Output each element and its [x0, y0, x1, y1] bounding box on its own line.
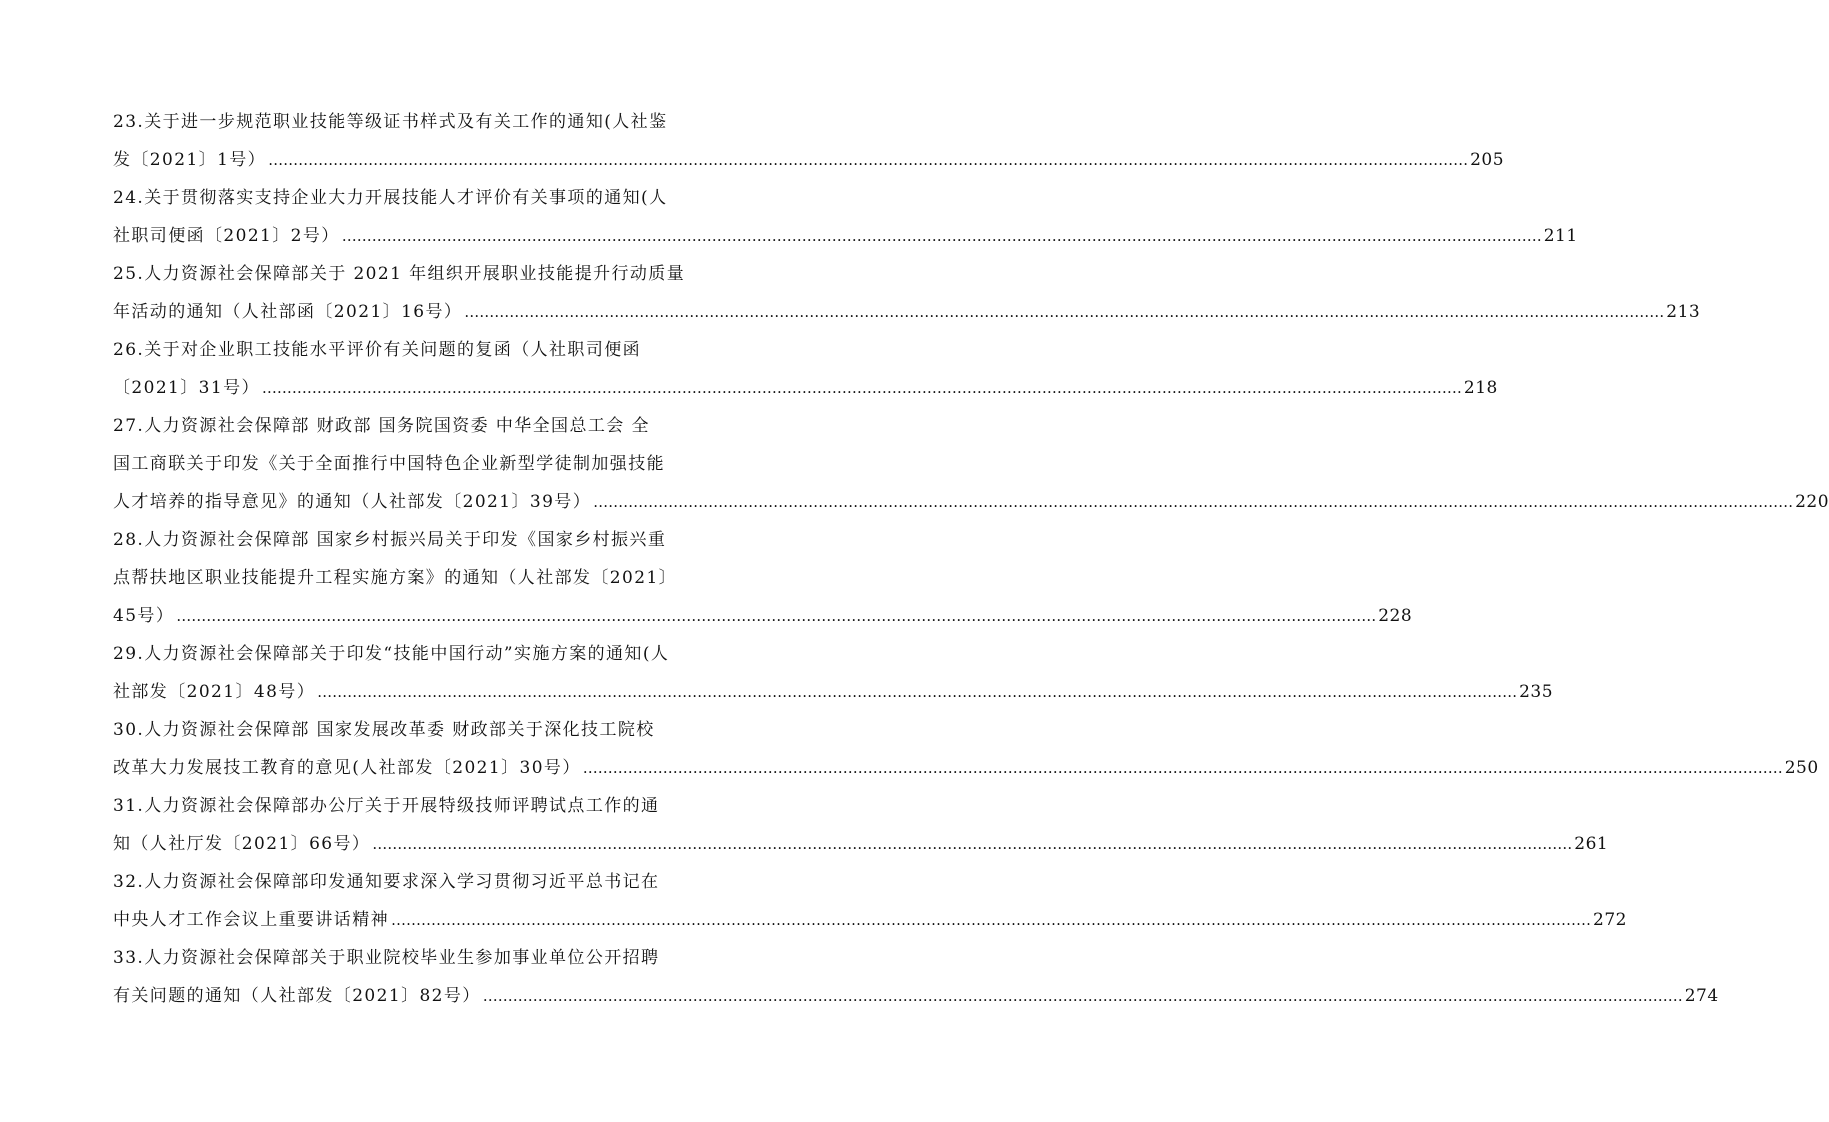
- toc-entry-title-cont: 人才培养的指导意见》的通知（人社部发〔2021〕39号）: [113, 492, 592, 512]
- toc-entry-title: 27.人力资源社会保障部 财政部 国务院国资委 中华全国总工会 全: [113, 416, 650, 436]
- toc-entry-26[interactable]: [113, 331, 1498, 407]
- toc-entry-title-cont: 〔2021〕31号）: [113, 378, 260, 398]
- toc-entry-28[interactable]: [113, 521, 1413, 635]
- leader-dots: ……………………………………………………………………………………………………………………………………………………………………………………………………………………: [391, 911, 1591, 929]
- toc-entry-23[interactable]: [113, 103, 1505, 179]
- toc-page-number: 205: [1470, 150, 1505, 170]
- toc-page-number: 228: [1378, 606, 1413, 626]
- leader-dots: ……………………………………………………………………………………………………………………………………………………………………………………………………………………: [341, 227, 1542, 245]
- toc-entry-33[interactable]: [113, 939, 1719, 1015]
- toc-entry-title: 29.人力资源社会保障部关于印发“技能中国行动”实施方案的通知(人: [113, 644, 670, 664]
- toc-page-number: 211: [1543, 226, 1578, 246]
- leader-dots: ……………………………………………………………………………………………………………………………………………………………………………………………………………………: [176, 607, 1377, 625]
- toc-entry-title: 28.人力资源社会保障部 国家乡村振兴局关于印发《国家乡村振兴重: [113, 530, 667, 550]
- toc-page-number: 218: [1463, 378, 1498, 398]
- toc-entry-title: 32.人力资源社会保障部印发通知要求深入学习贯彻习近平总书记在: [113, 872, 660, 892]
- toc-entry-title-cont: 社部发〔2021〕48号）: [113, 682, 316, 702]
- toc-entry-25[interactable]: [113, 255, 1701, 331]
- toc-entry-title: 33.人力资源社会保障部关于职业院校毕业生参加事业单位公开招聘: [113, 948, 660, 968]
- toc-page-number: 213: [1666, 302, 1701, 322]
- leader-dots: ……………………………………………………………………………………………………………………………………………………………………………………………………………………: [482, 987, 1683, 1005]
- toc-page-number: 274: [1684, 986, 1719, 1006]
- toc-entry-24[interactable]: [113, 179, 1578, 255]
- toc-entry-title: 31.人力资源社会保障部办公厅关于开展特级技师评聘试点工作的通: [113, 796, 660, 816]
- toc-entry-29[interactable]: [113, 635, 1554, 711]
- toc-page-number: 220: [1795, 492, 1829, 512]
- toc-entry-30[interactable]: [113, 711, 1819, 787]
- toc-entry-title: 23.关于进一步规范职业技能等级证书样式及有关工作的通知(人社鉴: [113, 112, 668, 132]
- leader-dots: ……………………………………………………………………………………………………………………………………………………………………………………………………………………: [372, 835, 1573, 853]
- toc-entry-title: 25.人力资源社会保障部关于 2021 年组织开展职业技能提升行动质量: [113, 264, 686, 284]
- toc-page-number: 261: [1574, 834, 1609, 854]
- leader-dots: ……………………………………………………………………………………………………………………………………………………………………………………………………………………: [593, 493, 1794, 511]
- leader-dots: ……………………………………………………………………………………………………………………………………………………………………………………………………………………: [317, 683, 1518, 701]
- toc-entry-title-cont: 社职司便函〔2021〕2号）: [113, 226, 340, 246]
- toc-entry-27[interactable]: [113, 407, 1829, 521]
- leader-dots: ……………………………………………………………………………………………………………………………………………………………………………………………………………………: [261, 379, 1462, 397]
- toc-page-number: 250: [1784, 758, 1819, 778]
- toc-entry-title-cont: 国工商联关于印发《关于全面推行中国特色企业新型学徒制加强技能: [113, 454, 665, 474]
- toc-entry-title-cont: 45号）: [113, 606, 175, 626]
- toc-entry-title-cont: 年活动的通知（人社部函〔2021〕16号）: [113, 302, 463, 322]
- toc-entry-title: 24.关于贯彻落实支持企业大力开展技能人才评价有关事项的通知(人: [113, 188, 668, 208]
- toc-entry-title-cont: 知（人社厅发〔2021〕66号）: [113, 834, 371, 854]
- toc-entry-31[interactable]: [113, 787, 1609, 863]
- toc-entry-title-cont: 发〔2021〕1号）: [113, 150, 267, 170]
- table-of-contents: [113, 103, 1829, 1015]
- toc-entry-title-cont: 有关问题的通知（人社部发〔2021〕82号）: [113, 986, 481, 1006]
- toc-entry-title: 30.人力资源社会保障部 国家发展改革委 财政部关于深化技工院校: [113, 720, 655, 740]
- toc-entry-title-cont: 中央人才工作会议上重要讲话精神: [113, 910, 389, 930]
- toc-entry-title-cont: 改革大力发展技工教育的意见(人社部发〔2021〕30号）: [113, 758, 581, 778]
- toc-entry-title-cont: 点帮扶地区职业技能提升工程实施方案》的通知（人社部发〔2021〕: [113, 568, 678, 588]
- toc-page-number: 272: [1593, 910, 1627, 930]
- toc-entry-32[interactable]: [113, 863, 1627, 939]
- leader-dots: ……………………………………………………………………………………………………………………………………………………………………………………………………………………: [268, 151, 1469, 169]
- leader-dots: ……………………………………………………………………………………………………………………………………………………………………………………………………………………: [582, 759, 1783, 777]
- toc-entry-title: 26.关于对企业职工技能水平评价有关问题的复函（人社职司便函: [113, 340, 642, 360]
- toc-page-number: 235: [1519, 682, 1554, 702]
- leader-dots: ……………………………………………………………………………………………………………………………………………………………………………………………………………………: [464, 303, 1665, 321]
